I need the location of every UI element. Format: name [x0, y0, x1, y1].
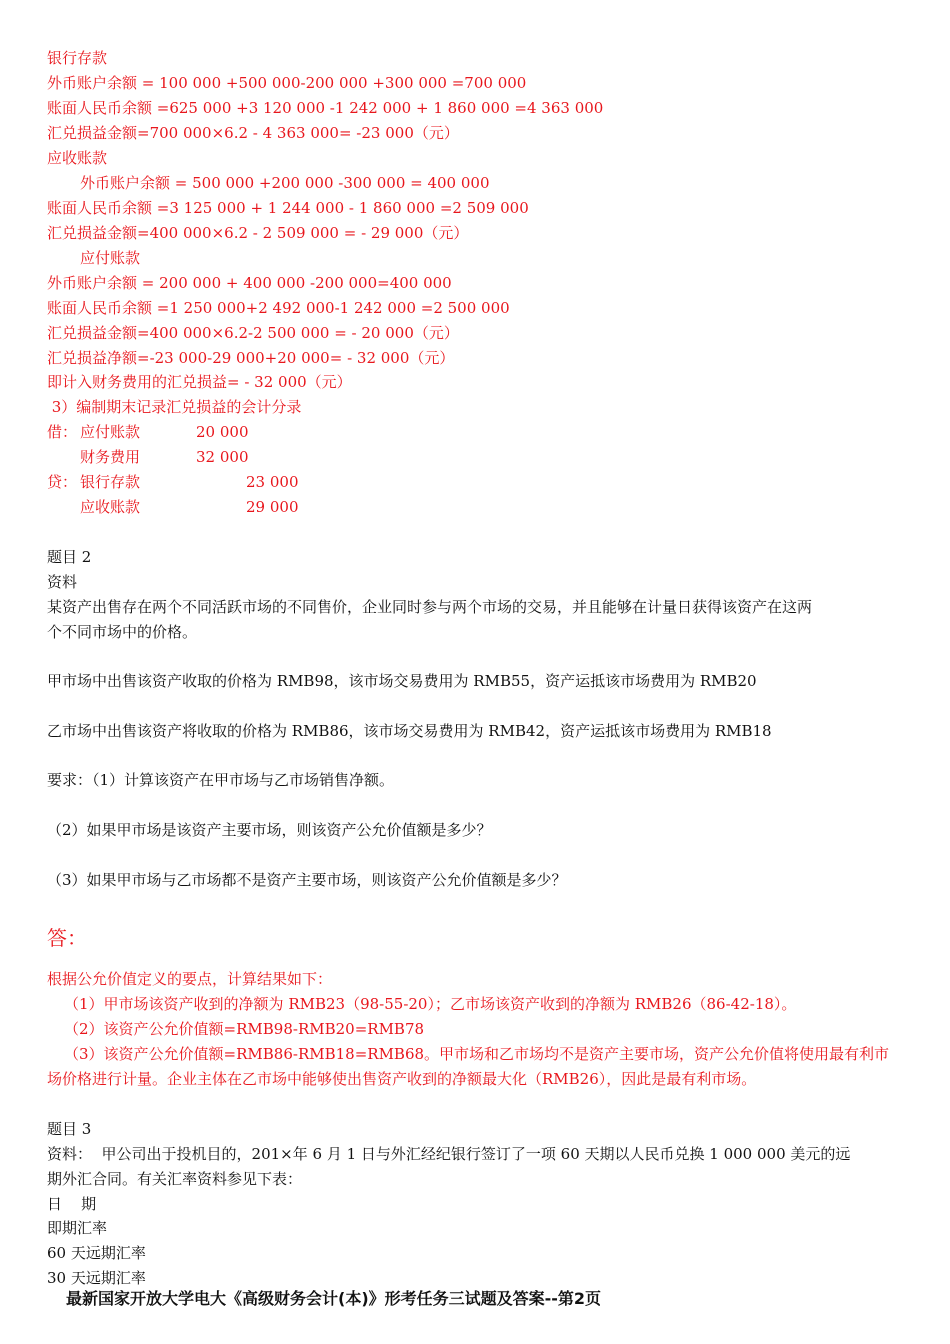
entry-account: 应收账款 [80, 498, 141, 516]
entry-debit-prefix: 借： [47, 423, 78, 441]
rate-table-row: 日 期 [47, 1195, 97, 1213]
entry-account: 财务费用 [80, 448, 141, 466]
ap-title: 应付账款 [80, 249, 141, 267]
question-2-title: 题目 2 [47, 548, 92, 566]
ar-title: 应收账款 [47, 149, 108, 167]
answer-item-2: （2）该资产公允价值额=RMB98-RMB20=RMB78 [64, 1020, 425, 1038]
entry-credit-amount: 29 000 [246, 498, 299, 516]
entry-account: 银行存款 [80, 473, 141, 491]
page-footer: 最新国家开放大学电大《高级财务会计(本)》形考任务三试题及答案--第2页 [66, 1289, 602, 1308]
ar-exchange-gain: 汇兑损益金额=400 000×6.2 - 2 509 000 = - 29 000（元） [47, 224, 469, 242]
market-a-info: 甲市场中出售该资产收取的价格为 RMB98，该市场交易费用为 RMB55，资产运抵该市场费用为 RMB20 [47, 672, 757, 690]
requirement-3: （3）如果甲市场与乙市场都不是资产主要市场，则该资产公允价值额是多少？ [47, 871, 567, 889]
entry-credit-prefix: 贷： [47, 473, 78, 491]
q3-material-paragraph-cont: 期外汇合同。有关汇率资料参见下表： [47, 1170, 303, 1188]
rate-table-row: 即期汇率 [47, 1219, 108, 1237]
finance-expense-gain: 即计入财务费用的汇兑损益= - 32 000（元） [47, 373, 352, 391]
entry-title: 3）编制期末记录汇兑损益的会计分录 [47, 398, 302, 416]
requirement-2: （2）如果甲市场是该资产主要市场，则该资产公允价值额是多少？ [47, 821, 492, 839]
entry-account: 应付账款 [80, 423, 141, 441]
ap-rmb-balance: 账面人民币余额 =1 250 000+2 492 000-1 242 000 =2 500 000 [47, 299, 510, 317]
material-paragraph: 某资产出售存在两个不同活跃市场的不同售价，企业同时参与两个市场的交易，并且能够在计量日获得该资产在这两 [47, 598, 813, 616]
question-3-title: 题目 3 [47, 1120, 92, 1138]
answer-item-3-cont: 场价格进行计量。企业主体在乙市场中能够使出售资产收到的净额最大化（RMB26），因此是最有利市场。 [47, 1070, 757, 1088]
entry-credit-amount: 23 000 [246, 473, 299, 491]
ar-foreign-balance: 外币账户余额 = 500 000 +200 000 -300 000 = 400 000 [80, 174, 490, 192]
ap-exchange-gain: 汇兑损益金额=400 000×6.2-2 500 000 = - 20 000（元） [47, 324, 459, 342]
net-exchange-gain: 汇兑损益净额=-23 000-29 000+20 000= - 32 000（元） [47, 349, 455, 367]
market-b-info: 乙市场中出售该资产将收取的价格为 RMB86，该市场交易费用为 RMB42，资产运抵该市场费用为 RMB18 [47, 722, 772, 740]
rate-table-row: 60 天远期汇率 [47, 1244, 146, 1262]
entry-debit-amount: 20 000 [196, 423, 249, 441]
answer-intro: 根据公允价值定义的要点，计算结果如下： [47, 970, 333, 988]
bank-exchange-gain: 汇兑损益金额=700 000×6.2 - 4 363 000= -23 000（元） [47, 124, 459, 142]
requirement-1: 要求：（1）计算该资产在甲市场与乙市场销售净额。 [47, 771, 395, 789]
answer-heading: 答： [47, 926, 87, 950]
answer-item-3: （3）该资产公允价值额=RMB86-RMB18=RMB68。甲市场和乙市场均不是资产主要市场，资产公允价值将使用最有利市 [64, 1045, 890, 1063]
q3-material-paragraph: 资料： 甲公司出于投机目的，201×年 6 月 1 日与外汇经纪银行签订了一项 60 天期以人民币兑换 1 000 000 美元的远 [47, 1145, 851, 1163]
ar-rmb-balance: 账面人民币余额 =3 125 000 + 1 244 000 - 1 860 000 =2 509 000 [47, 199, 529, 217]
bank-rmb-balance: 账面人民币余额 =625 000 +3 120 000 -1 242 000 + 1 860 000 =4 363 000 [47, 99, 604, 117]
answer-item-1: （1）甲市场该资产收到的净额为 RMB23（98-55-20）；乙市场该资产收到的净额为 RMB26（86-42-18）。 [64, 995, 797, 1013]
material-paragraph-cont: 个不同市场中的价格。 [47, 623, 198, 641]
rate-table-row: 30 天远期汇率 [47, 1269, 146, 1287]
bank-foreign-balance: 外币账户余额 = 100 000 +500 000-200 000 +300 000 =700 000 [47, 74, 527, 92]
entry-debit-amount: 32 000 [196, 448, 249, 466]
bank-deposit-title: 银行存款 [47, 49, 108, 67]
material-label: 资料 [47, 573, 78, 591]
ap-foreign-balance: 外币账户余额 = 200 000 + 400 000 -200 000=400 000 [47, 274, 452, 292]
